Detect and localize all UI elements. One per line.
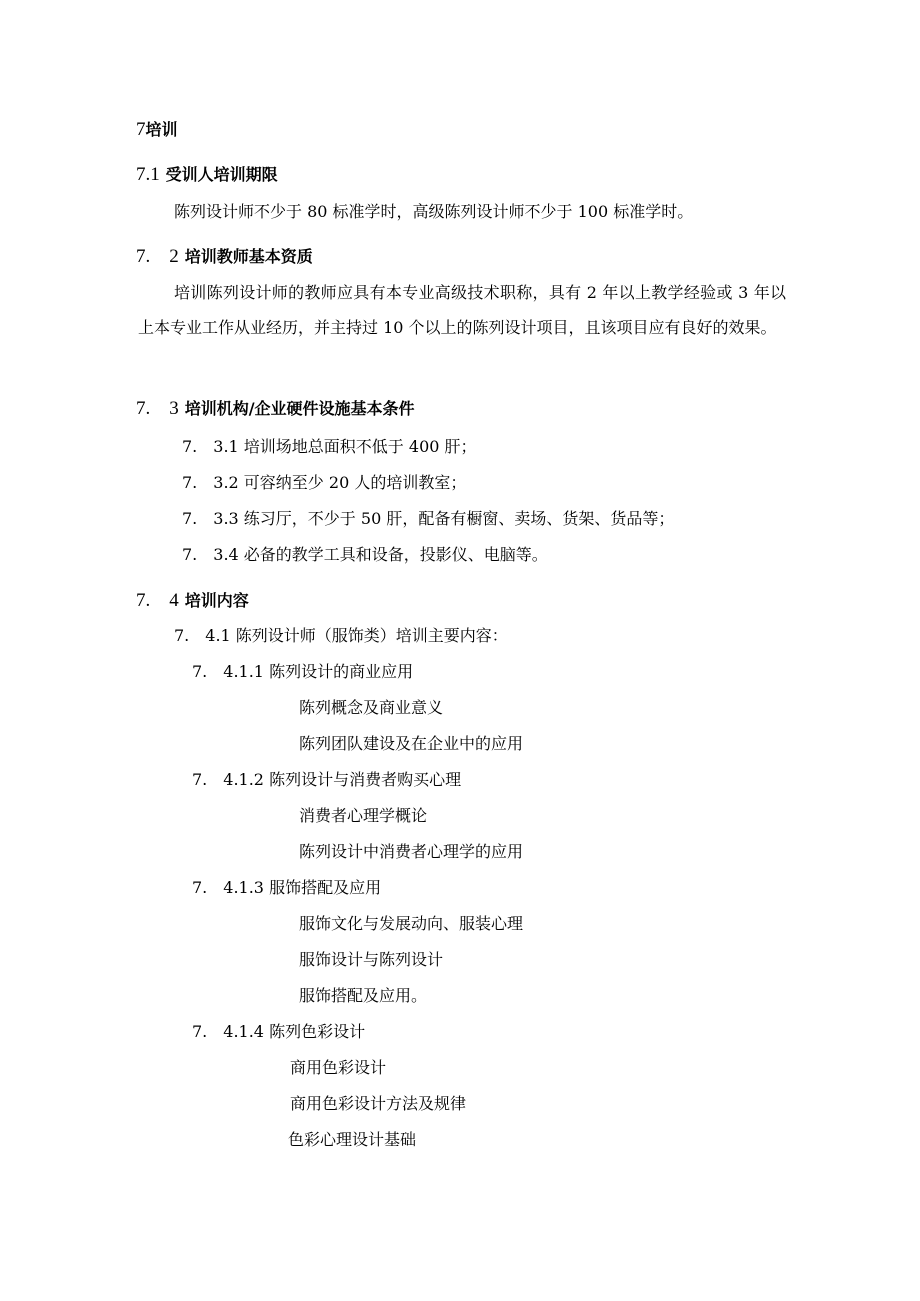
list-item: 陈列概念及商业意义 <box>299 698 444 717</box>
section-number: 7. 2 <box>136 246 179 267</box>
section-number: 7. 3 <box>136 398 179 419</box>
list-item: 陈列设计中消费者心理学的应用 <box>299 842 524 861</box>
section-7-2-text: 培训陈列设计师的教师应具有本专业高级技术职称，具有 2 年以上教学经验或 3 年以上本专业工作从业经历，并主持过 10 个以上的陈列设计项目，且该项目应有良好的效果。 <box>138 283 786 337</box>
section-7-1-heading <box>136 164 278 186</box>
list-item: 消费者心理学概论 <box>299 806 428 825</box>
list-item: 陈列团队建设及在企业中的应用 <box>299 734 524 753</box>
group-heading: 7. 4.1.3 服饰搭配及应用 <box>192 878 382 897</box>
list-item: 7. 3.2 可容纳至少 20 人的培训教室； <box>182 473 467 492</box>
group-heading: 7. 4.1.1 陈列设计的商业应用 <box>192 662 414 681</box>
list-item: 7. 3.3 练习厅，不少于 50 肝，配备有橱窗、卖场、货架、货品等； <box>182 509 675 528</box>
section-title: 培训 <box>145 120 178 139</box>
list-item: 商用色彩设计方法及规律 <box>290 1094 467 1113</box>
list-item: 商用色彩设计 <box>290 1058 387 1077</box>
section-number: 7.1 <box>136 164 160 185</box>
section-title: 培训机构/企业硬件设施基本条件 <box>184 399 415 418</box>
list-item: 服饰文化与发展动向、服装心理 <box>299 914 524 933</box>
section-7-3-heading <box>136 398 415 420</box>
group-heading: 7. 4.1.2 陈列设计与消费者购买心理 <box>192 770 462 789</box>
section-7-1-text: 陈列设计师不少于 80 标准学时，高级陈列设计师不少于 100 标准学时。 <box>174 202 694 221</box>
list-item: 7. 3.1 培训场地总面积不低于 400 肝； <box>182 437 477 456</box>
list-item: 服饰搭配及应用。 <box>299 986 428 1005</box>
list-item: 色彩心理设计基础 <box>288 1130 417 1149</box>
section-title: 受训人培训期限 <box>165 165 278 184</box>
section-number: 7. 4 <box>136 590 179 611</box>
section-7-heading <box>136 119 178 141</box>
section-title: 培训内容 <box>184 591 249 610</box>
section-7-2-heading <box>136 246 313 268</box>
list-item: 7. 3.4 必备的教学工具和设备，投影仪、电脑等。 <box>182 545 548 564</box>
section-number: 7 <box>136 119 146 140</box>
section-title: 培训教师基本资质 <box>184 247 313 266</box>
subsection-heading: 7. 4.1 陈列设计师（服饰类）培训主要内容： <box>174 626 508 645</box>
group-heading: 7. 4.1.4 陈列色彩设计 <box>192 1022 366 1041</box>
list-item: 服饰设计与陈列设计 <box>299 950 444 969</box>
section-7-4-heading <box>136 590 249 612</box>
